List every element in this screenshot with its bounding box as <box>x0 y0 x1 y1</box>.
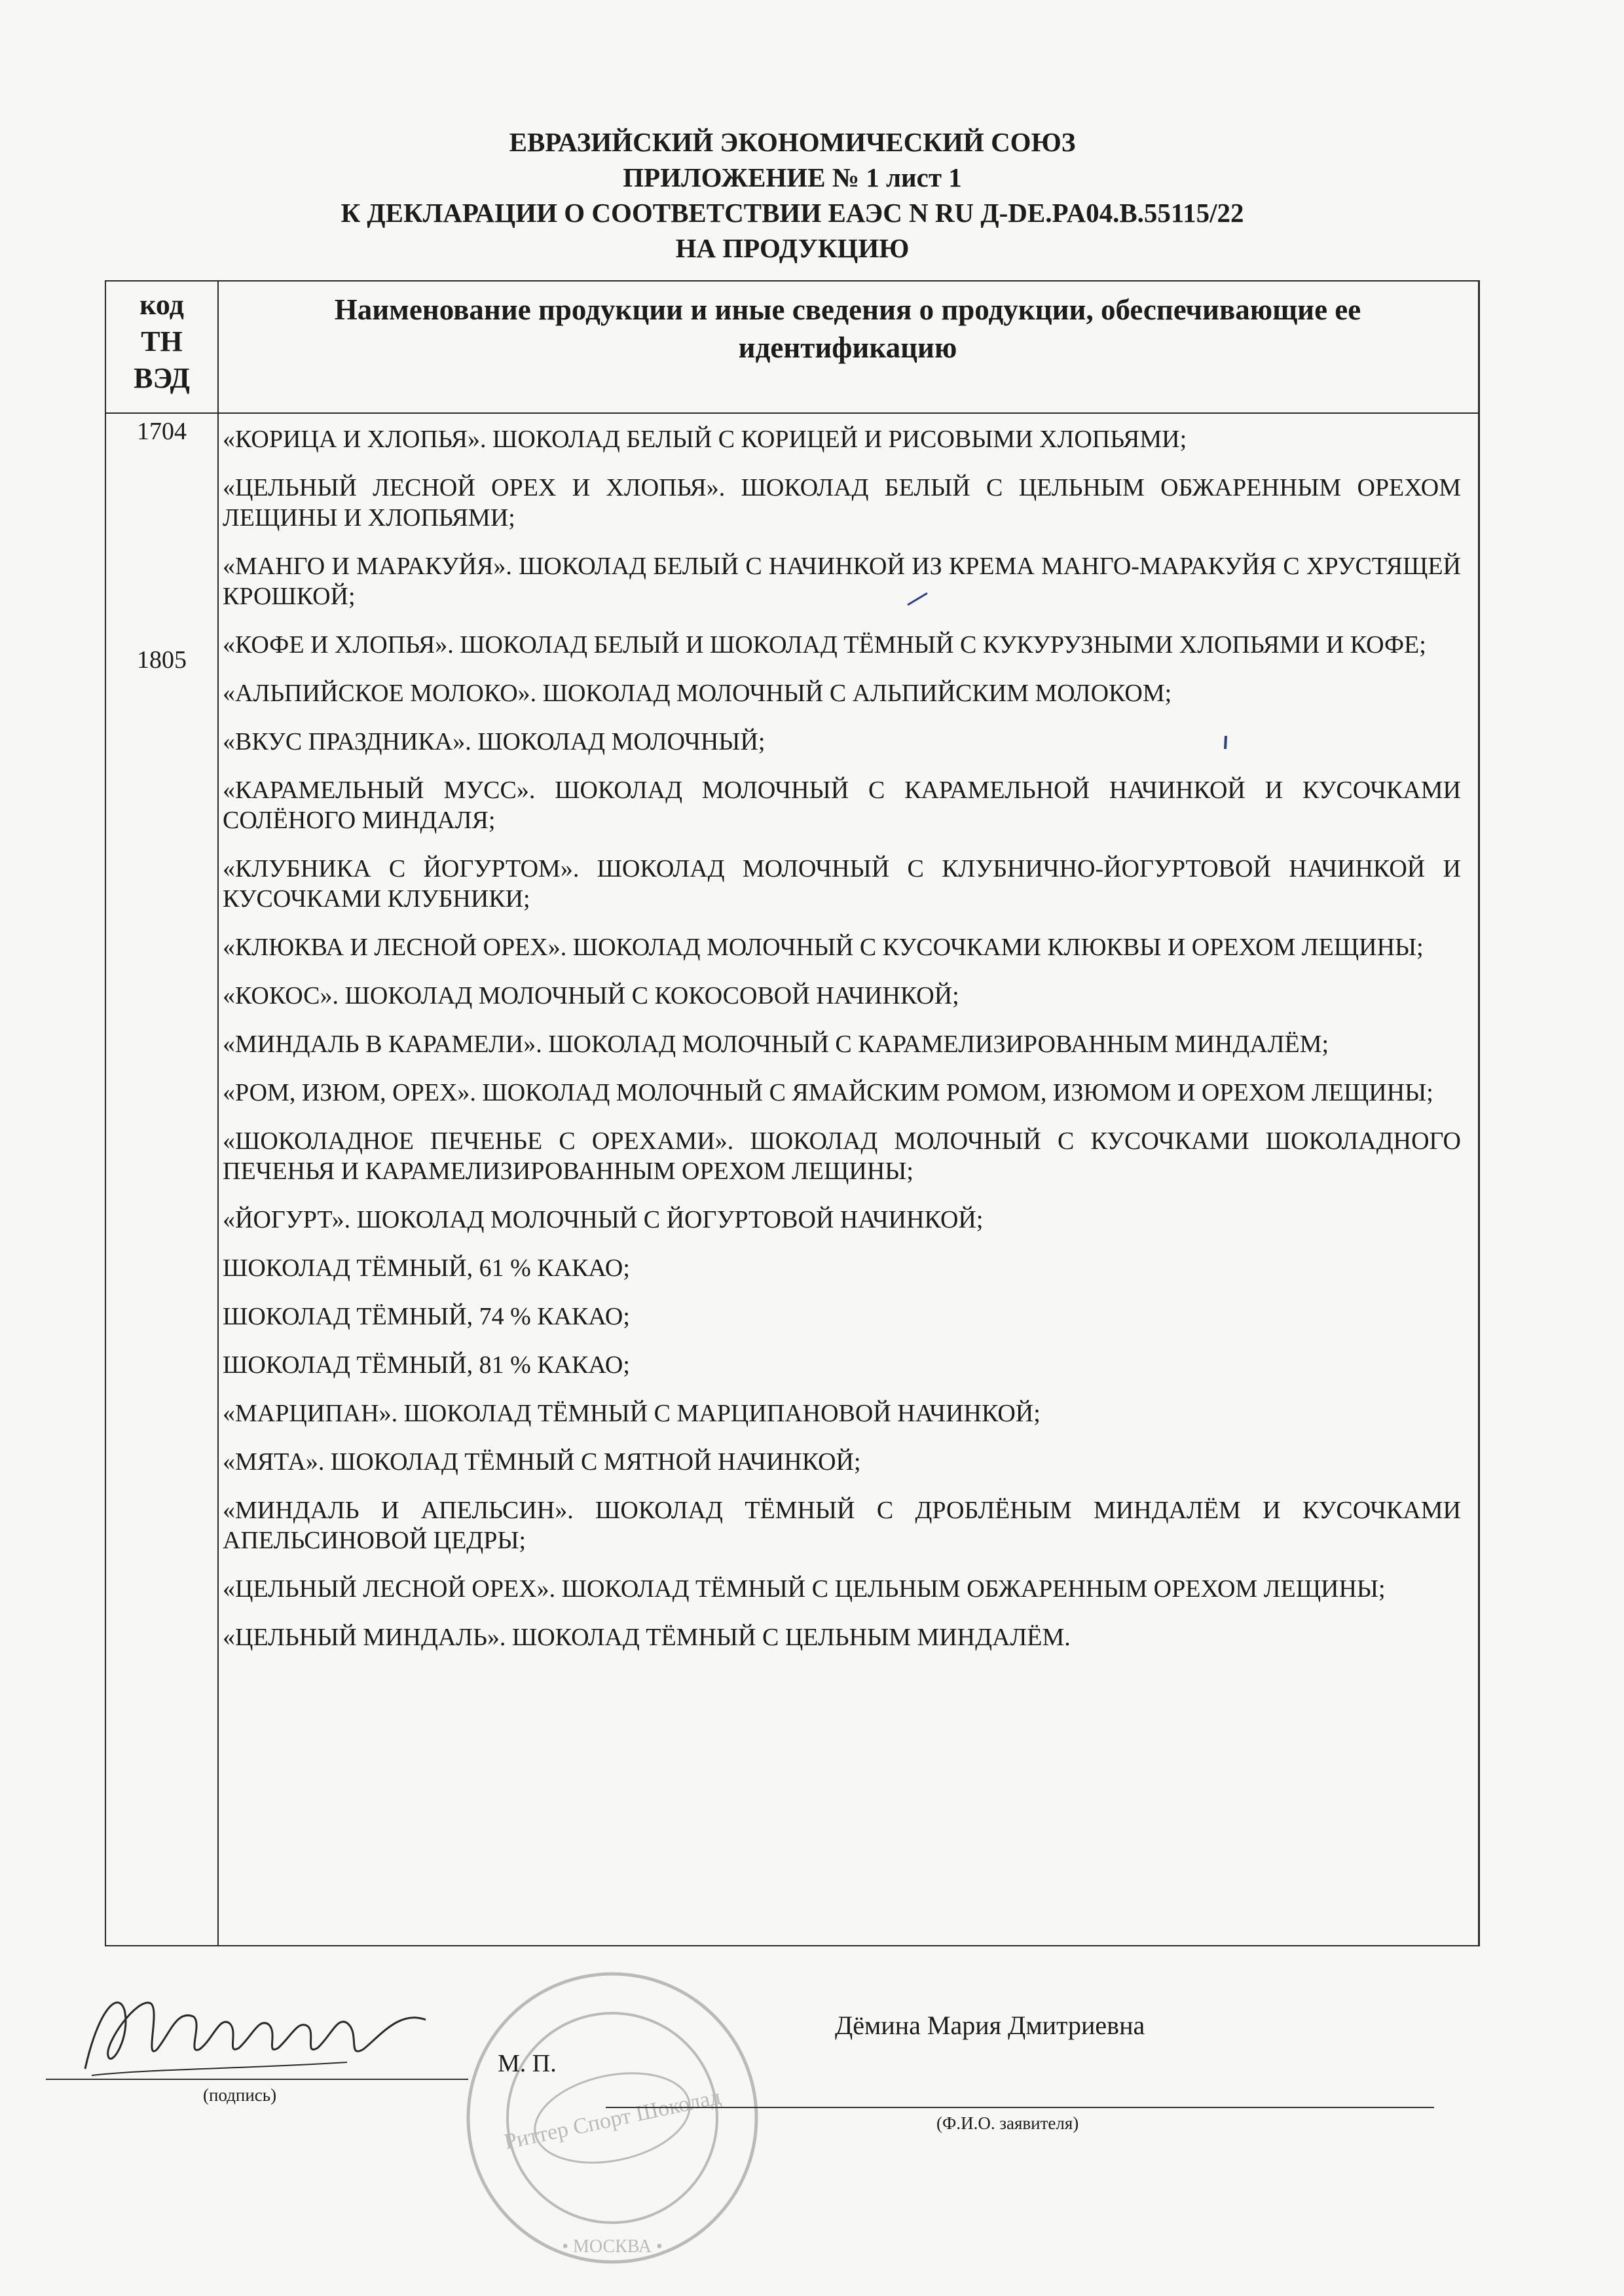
applicant-line <box>606 2107 1434 2108</box>
pen-mark <box>905 589 931 609</box>
signature-line <box>46 2079 468 2080</box>
signature-image <box>72 1971 439 2082</box>
product-item: «КЛУБНИКА С ЙОГУРТОМ». ШОКОЛАД МОЛОЧНЫЙ С КЛУБНИЧНО-ЙОГУРТОВОЙ НАЧИНКОЙ И КУСОЧКАМИ КЛУБНИКИ; <box>223 855 1461 913</box>
product-item: «МИНДАЛЬ В КАРАМЕЛИ». ШОКОЛАД МОЛОЧНЫЙ С КАРАМЕЛИЗИРОВАННЫМ МИНДАЛЁМ; <box>223 1030 1329 1058</box>
tnved-code-1704: 1704 <box>137 418 187 445</box>
product-item: «КЛЮКВА И ЛЕСНОЙ ОРЕХ». ШОКОЛАД МОЛОЧНЫЙ С КУСОЧКАМИ КЛЮКВЫ И ОРЕХОМ ЛЕЩИНЫ; <box>223 934 1424 961</box>
product-item: «ВКУС ПРАЗДНИКА». ШОКОЛАД МОЛОЧНЫЙ; <box>223 728 766 756</box>
product-list <box>223 424 1461 1671</box>
code-header-line: ТН <box>141 325 183 357</box>
product-item: ШОКОЛАД ТЁМНЫЙ, 81 % КАКАО; <box>223 1351 630 1379</box>
code-column-header <box>106 287 217 397</box>
applicant-caption: (Ф.И.О. заявителя) <box>936 2113 1079 2133</box>
stamp-place-label: М. П. <box>498 2050 557 2077</box>
header-declaration: К ДЕКЛАРАЦИИ О СООТВЕТСТВИИ ЕАЭС N RU Д-DE.PA04.B.55115/22 <box>341 198 1244 228</box>
column-divider <box>217 282 219 1945</box>
product-item: «МЯТА». ШОКОЛАД ТЁМНЫЙ С МЯТНОЙ НАЧИНКОЙ; <box>223 1448 861 1476</box>
applicant-name: Дёмина Мария Дмитриевна <box>835 2011 1145 2040</box>
header-product: НА ПРОДУКЦИЮ <box>675 233 910 263</box>
product-item: «МИНДАЛЬ И АПЕЛЬСИН». ШОКОЛАД ТЁМНЫЙ С ДРОБЛЁНЫМ МИНДАЛЁМ И КУСОЧКАМИ АПЕЛЬСИНОВОЙ ЦЕДРЫ; <box>223 1497 1461 1554</box>
name-column-header: Наименование продукции и иные сведения о продукции, обеспечивающие ее идентификацию <box>334 293 1361 364</box>
product-item: «ШОКОЛАДНОЕ ПЕЧЕНЬЕ С ОРЕХАМИ». ШОКОЛАД МОЛОЧНЫЙ С КУСОЧКАМИ ШОКОЛАДНОГО ПЕЧЕНЬЯ И КАРАМЕЛИЗИРОВАННЫМ ОРЕХОМ ЛЕЩИНЫ; <box>223 1127 1461 1185</box>
header-appendix: ПРИЛОЖЕНИЕ № 1 лист 1 <box>623 162 962 192</box>
code-header-line: ВЭД <box>134 362 190 394</box>
code-header-line: код <box>139 289 184 321</box>
document-header <box>216 124 1369 266</box>
product-item: «АЛЬПИЙСКОЕ МОЛОКО». ШОКОЛАД МОЛОЧНЫЙ С АЛЬПИЙСКИМ МОЛОКОМ; <box>223 680 1172 707</box>
product-item: «ЦЕЛЬНЫЙ МИНДАЛЬ». ШОКОЛАД ТЁМНЫЙ С ЦЕЛЬНЫМ МИНДАЛЁМ. <box>223 1624 1071 1651</box>
signature-block <box>0 1951 1624 2291</box>
product-item: ШОКОЛАД ТЁМНЫЙ, 61 % КАКАО; <box>223 1254 630 1282</box>
tnved-code-1805: 1805 <box>137 646 187 674</box>
svg-text:Риттер Спорт Шоколад: Риттер Спорт Шоколад <box>502 2085 724 2155</box>
product-item: «КАРАМЕЛЬНЫЙ МУСС». ШОКОЛАД МОЛОЧНЫЙ С КАРАМЕЛЬНОЙ НАЧИНКОЙ И КУСОЧКАМИ СОЛЁНОГО МИНДАЛЯ; <box>223 776 1461 834</box>
header-union: ЕВРАЗИЙСКИЙ ЭКОНОМИЧЕСКИЙ СОЮЗ <box>509 127 1076 157</box>
pen-mark <box>1219 733 1232 753</box>
product-item: «КОРИЦА И ХЛОПЬЯ». ШОКОЛАД БЕЛЫЙ С КОРИЦЕЙ И РИСОВЫМИ ХЛОПЬЯМИ; <box>223 426 1187 453</box>
product-item: ШОКОЛАД ТЁМНЫЙ, 74 % КАКАО; <box>223 1303 630 1330</box>
product-item: «ЙОГУРТ». ШОКОЛАД МОЛОЧНЫЙ С ЙОГУРТОВОЙ НАЧИНКОЙ; <box>223 1206 984 1233</box>
product-item: «ЦЕЛЬНЫЙ ЛЕСНОЙ ОРЕХ И ХЛОПЬЯ». ШОКОЛАД БЕЛЫЙ С ЦЕЛЬНЫМ ОБЖАРЕННЫМ ОРЕХОМ ЛЕЩИНЫ И ХЛОПЬЯМИ; <box>223 474 1461 532</box>
product-item: «КОКОС». ШОКОЛАД МОЛОЧНЫЙ С КОКОСОВОЙ НАЧИНКОЙ; <box>223 982 959 1010</box>
products-table <box>105 280 1480 1946</box>
svg-text:• МОСКВА •: • МОСКВА • <box>562 2236 663 2257</box>
header-divider <box>106 412 1478 414</box>
product-item: «ЦЕЛЬНЫЙ ЛЕСНОЙ ОРЕХ». ШОКОЛАД ТЁМНЫЙ С ЦЕЛЬНЫМ ОБЖАРЕННЫМ ОРЕХОМ ЛЕЩИНЫ; <box>223 1575 1386 1603</box>
signature-caption: (подпись) <box>203 2085 277 2105</box>
company-seal <box>458 1964 766 2272</box>
product-item: «РОМ, ИЗЮМ, ОРЕХ». ШОКОЛАД МОЛОЧНЫЙ С ЯМАЙСКИМ РОМОМ, ИЗЮМОМ И ОРЕХОМ ЛЕЩИНЫ; <box>223 1079 1433 1106</box>
product-item: «МАНГО И МАРАКУЙЯ». ШОКОЛАД БЕЛЫЙ С НАЧИНКОЙ ИЗ КРЕМА МАНГО-МАРАКУЙЯ С ХРУСТЯЩЕЙ КРОШКОЙ; <box>223 553 1461 610</box>
product-item: «МАРЦИПАН». ШОКОЛАД ТЁМНЫЙ С МАРЦИПАНОВОЙ НАЧИНКОЙ; <box>223 1400 1041 1427</box>
product-item: «КОФЕ И ХЛОПЬЯ». ШОКОЛАД БЕЛЫЙ И ШОКОЛАД ТЁМНЫЙ С КУКУРУЗНЫМИ ХЛОПЬЯМИ И КОФЕ; <box>223 631 1426 659</box>
